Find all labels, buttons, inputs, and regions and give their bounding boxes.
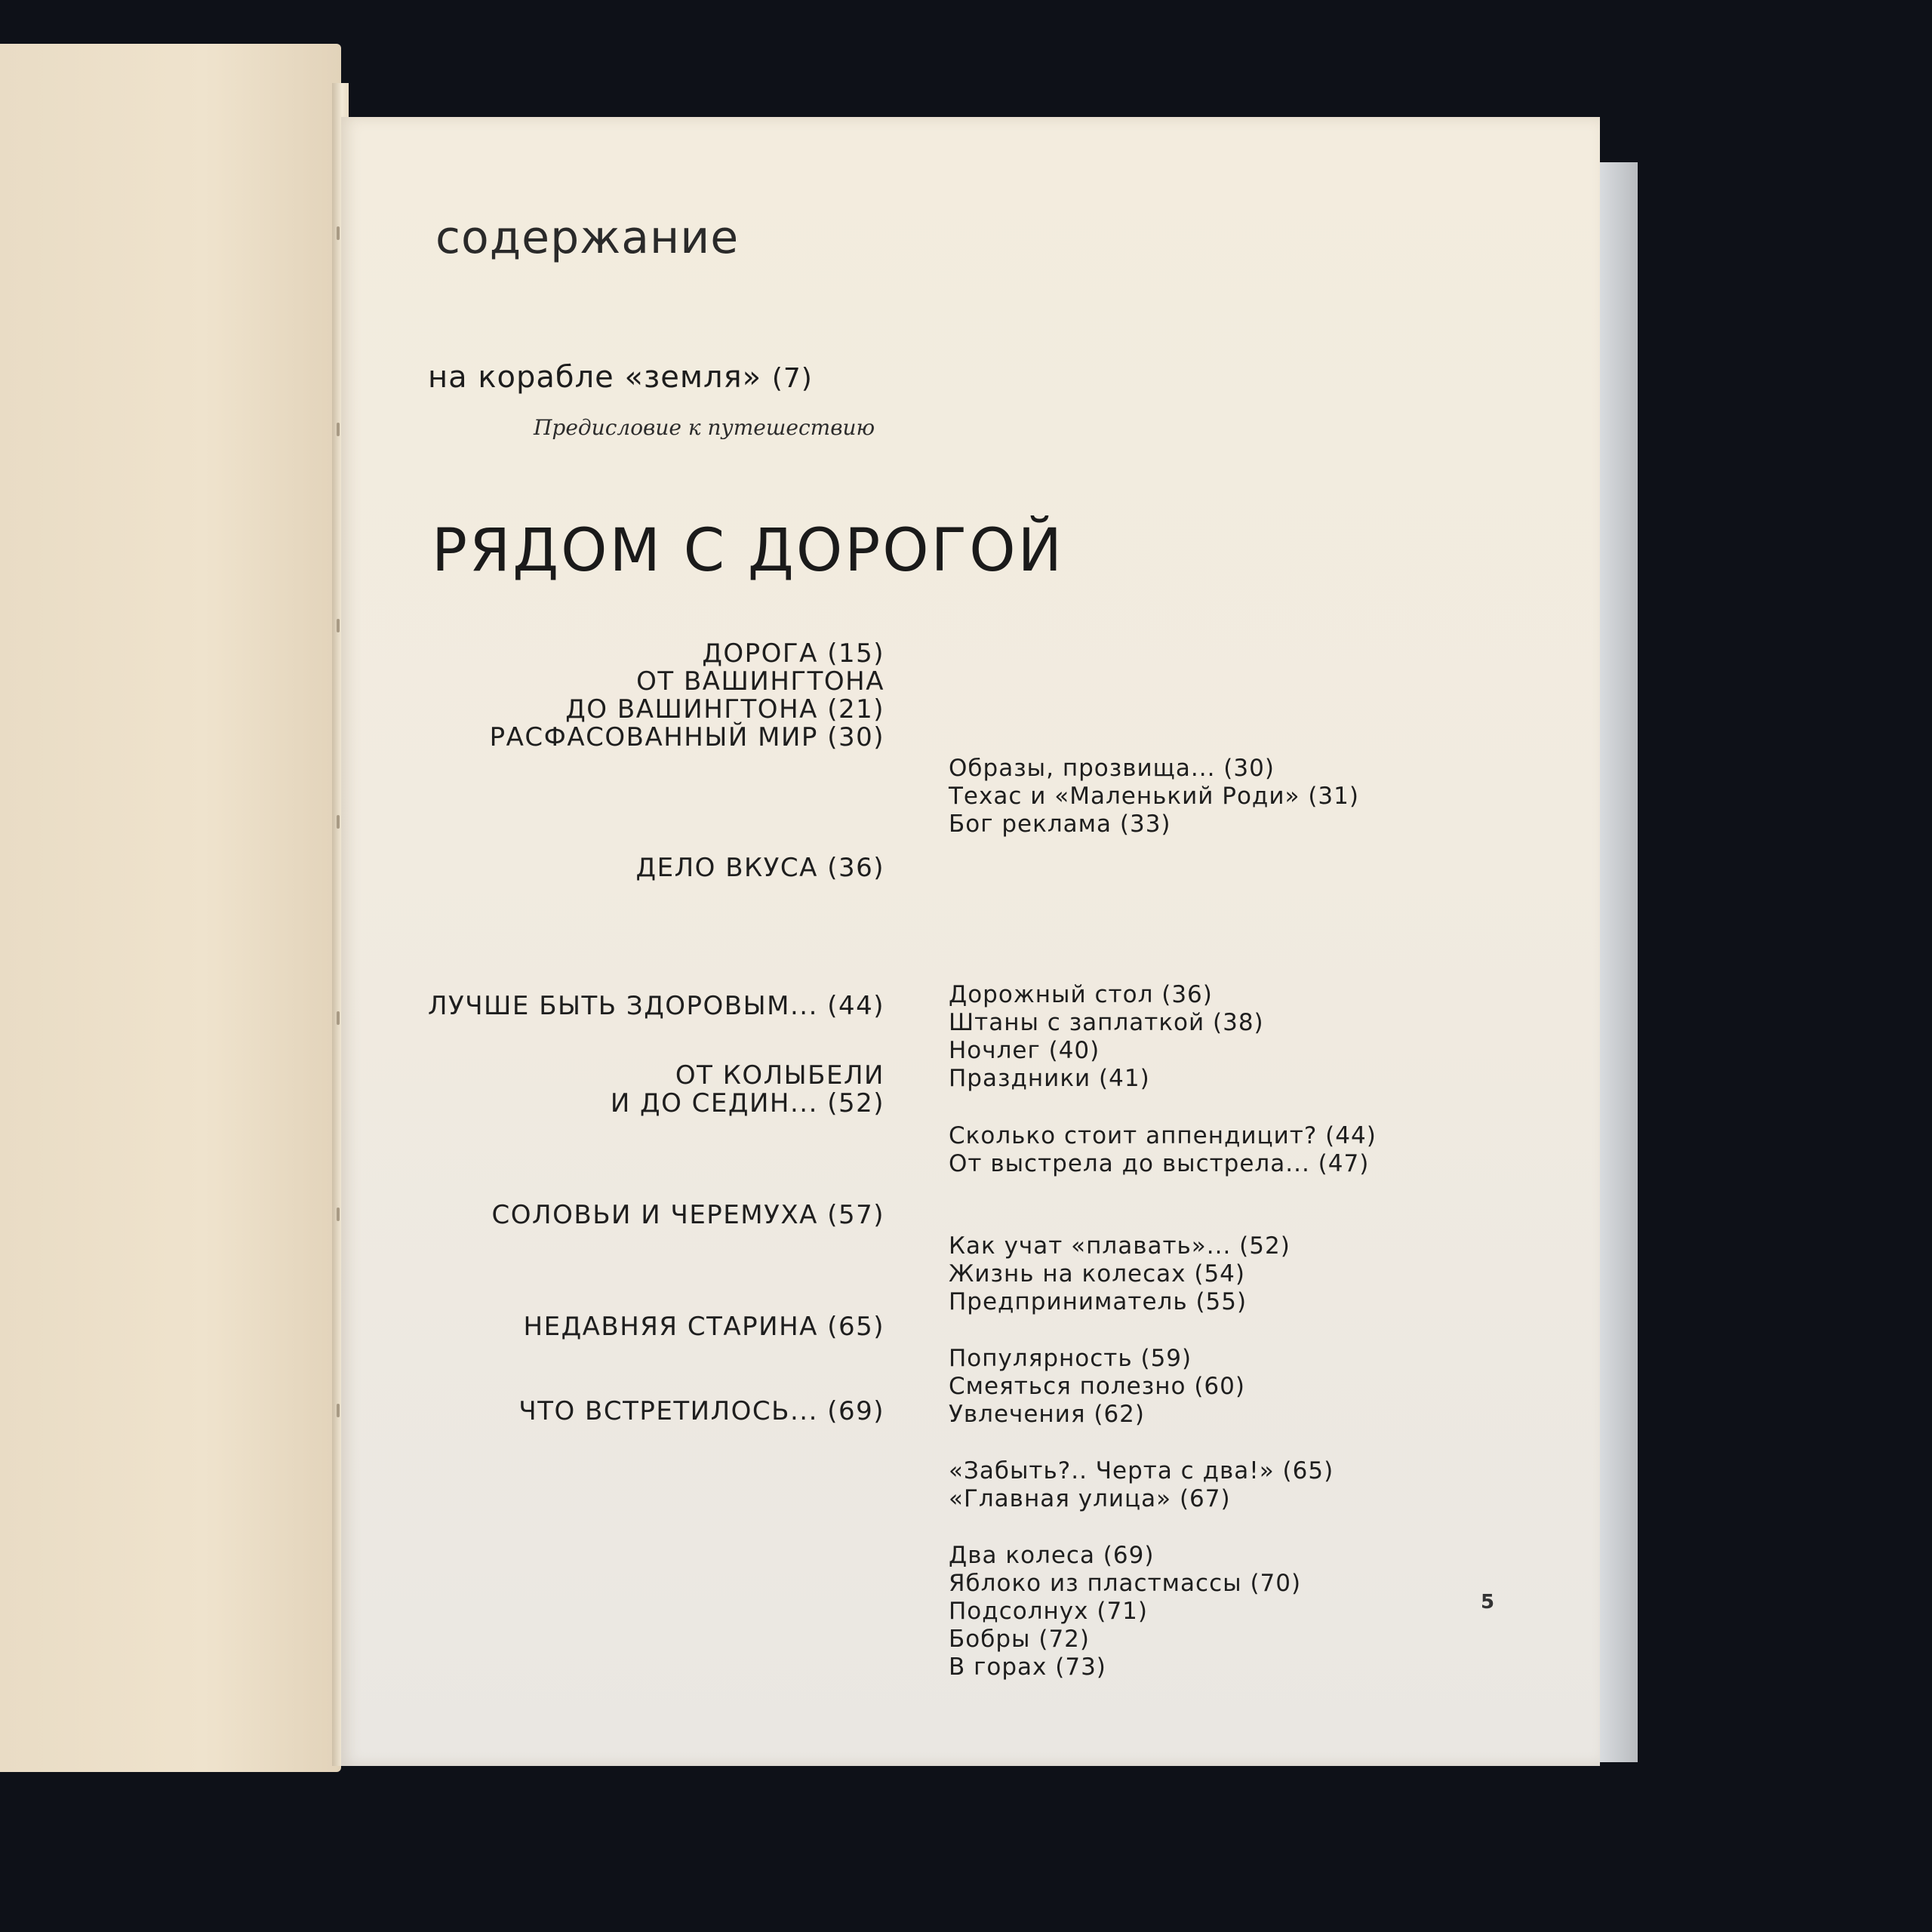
intro-subtitle: Предисловие к путешествию: [534, 415, 875, 440]
binding-stitch: [337, 226, 340, 240]
subentry-line: Праздники (41): [949, 1065, 1150, 1092]
chapter-line: И ДО СЕДИН... (52): [610, 1088, 884, 1118]
binding-stitch: [337, 1011, 340, 1025]
chapter-line: ОТ ВАШИНГТОНА: [636, 666, 884, 697]
binding-stitch: [337, 1404, 340, 1417]
subentry-group: [949, 1122, 1377, 1178]
subentry-line: «Главная улица» (67): [949, 1485, 1231, 1512]
subentry-line: Подсолнух (71): [949, 1598, 1148, 1625]
chapter-line: ДЕЛО ВКУСА (36): [635, 853, 884, 883]
subentry-line: Смеяться полезно (60): [949, 1373, 1245, 1400]
subentry-line: От выстрела до выстрела... (47): [949, 1150, 1370, 1177]
subentry-group: [949, 1232, 1291, 1316]
intro-label: на корабле «земля»: [428, 360, 762, 395]
intro-page: (7): [771, 363, 813, 394]
subentry-line: Как учат «плавать»... (52): [949, 1232, 1291, 1260]
chapter-line: ДОРОГА (15): [702, 638, 884, 669]
chapter-line: РАСФАСОВАННЫЙ МИР (30): [489, 722, 884, 752]
chapter-group: [341, 640, 884, 752]
left-page: [0, 44, 341, 1772]
subentry-group: [949, 1345, 1245, 1429]
subentry-line: «Забыть?.. Черта с два!» (65): [949, 1457, 1334, 1484]
subentry-line: Жизнь на колесах (54): [949, 1260, 1245, 1287]
toc-page: [341, 117, 1600, 1766]
chapter-line: ОТ КОЛЫБЕЛИ: [675, 1060, 884, 1091]
subentry-line: Два колеса (69): [949, 1542, 1155, 1569]
chapter-line: НЕДАВНЯЯ СТАРИНА (65): [523, 1312, 884, 1342]
chapter-line: СОЛОВЬИ И ЧЕРЕМУХА (57): [491, 1200, 884, 1230]
binding-stitch: [337, 1208, 340, 1221]
subentry-line: Дорожный стол (36): [949, 981, 1213, 1008]
subentry-line: Популярность (59): [949, 1345, 1192, 1372]
subentry-group: [949, 755, 1359, 838]
subentry-line: Увлечения (62): [949, 1401, 1145, 1428]
chapter-line: ЧТО ВСТРЕТИЛОСЬ... (69): [518, 1396, 884, 1426]
section-title: РЯДОМ С ДОРОГОЙ: [432, 517, 1064, 585]
intro-entry: [428, 360, 813, 395]
page-number: 5: [1481, 1591, 1495, 1614]
binding-stitch: [337, 619, 340, 632]
subentry-line: Штаны с заплаткой (38): [949, 1009, 1264, 1036]
chapter-group: [341, 992, 884, 1020]
chapter-line: ЛУЧШЕ БЫТЬ ЗДОРОВЫМ... (44): [427, 991, 884, 1021]
binding-stitch: [337, 815, 340, 829]
chapter-group: [341, 1398, 884, 1426]
chapter-group: [341, 1062, 884, 1118]
chapter-line: ДО ВАШИНГТОНА (21): [565, 694, 884, 724]
subentry-line: Образы, прозвища... (30): [949, 755, 1275, 782]
subentry-line: В горах (73): [949, 1654, 1106, 1681]
subentry-line: Предприниматель (55): [949, 1288, 1247, 1315]
chapter-group: [341, 1201, 884, 1229]
subentry-group: [949, 1542, 1301, 1681]
subentry-line: Яблоко из пластмассы (70): [949, 1570, 1302, 1597]
subentry-group: [949, 1457, 1334, 1513]
chapter-group: [341, 854, 884, 882]
subentry-line: Бог реклама (33): [949, 811, 1171, 838]
subentry-line: Сколько стоит аппендицит? (44): [949, 1122, 1377, 1149]
chapter-group: [341, 1313, 884, 1341]
subentry-line: Техас и «Маленький Роди» (31): [949, 783, 1359, 810]
toc-title: содержание: [435, 211, 740, 264]
subentry-line: Ночлег (40): [949, 1037, 1100, 1064]
subentry-line: Бобры (72): [949, 1626, 1090, 1653]
subentry-group: [949, 981, 1264, 1093]
binding-stitch: [337, 423, 340, 436]
